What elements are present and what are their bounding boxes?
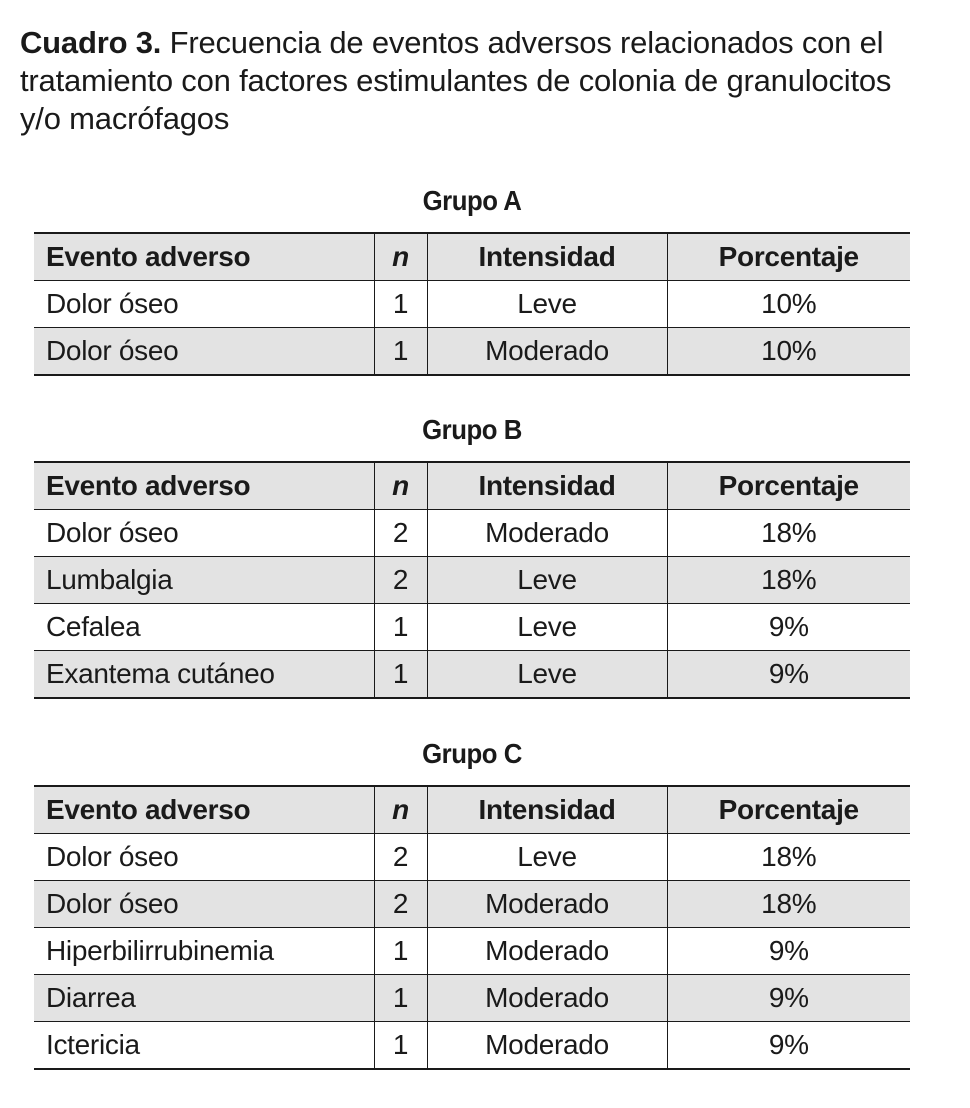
header-porcentaje: Porcentaje <box>667 462 910 510</box>
header-n: n <box>374 462 427 510</box>
cell-evento: Diarrea <box>34 975 374 1022</box>
cell-porcentaje: 9% <box>667 651 910 699</box>
cell-intensidad: Moderado <box>427 975 667 1022</box>
cell-n: 1 <box>374 975 427 1022</box>
header-row <box>34 233 910 281</box>
header-porcentaje: Porcentaje <box>667 233 910 281</box>
cell-intensidad: Moderado <box>427 510 667 557</box>
cell-intensidad: Leve <box>427 651 667 699</box>
cell-evento: Cefalea <box>34 604 374 651</box>
table-row <box>34 834 910 881</box>
table-row <box>34 651 910 699</box>
cell-evento: Dolor óseo <box>34 328 374 376</box>
cell-porcentaje: 10% <box>667 281 910 328</box>
table-row <box>34 510 910 557</box>
cell-evento: Lumbalgia <box>34 557 374 604</box>
cell-evento: Ictericia <box>34 1022 374 1070</box>
cell-n: 1 <box>374 328 427 376</box>
cell-n: 1 <box>374 604 427 651</box>
cell-porcentaje: 18% <box>667 510 910 557</box>
cell-n: 2 <box>374 881 427 928</box>
cell-porcentaje: 9% <box>667 928 910 975</box>
cell-intensidad: Moderado <box>427 328 667 376</box>
cell-porcentaje: 9% <box>667 604 910 651</box>
table-row <box>34 557 910 604</box>
table-caption <box>20 24 940 138</box>
header-intensidad: Intensidad <box>427 786 667 834</box>
header-intensidad: Intensidad <box>427 462 667 510</box>
table-row <box>34 328 910 376</box>
group-a-title: Grupo A <box>422 185 522 216</box>
header-evento: Evento adverso <box>34 786 374 834</box>
cell-n: 1 <box>374 281 427 328</box>
header-porcentaje: Porcentaje <box>667 786 910 834</box>
cell-n: 2 <box>374 834 427 881</box>
header-row <box>34 462 910 510</box>
table-row <box>34 604 910 651</box>
cell-porcentaje: 9% <box>667 975 910 1022</box>
caption-label: Cuadro 3. <box>20 25 162 60</box>
cell-intensidad: Moderado <box>427 881 667 928</box>
table-row <box>34 281 910 328</box>
cell-porcentaje: 9% <box>667 1022 910 1070</box>
group-b-table <box>34 461 910 699</box>
group-c-title: Grupo C <box>422 738 522 769</box>
cell-n: 2 <box>374 510 427 557</box>
table-row <box>34 928 910 975</box>
table-row <box>34 975 910 1022</box>
cell-porcentaje: 18% <box>667 834 910 881</box>
cell-evento: Exantema cutáneo <box>34 651 374 699</box>
cell-intensidad: Moderado <box>427 1022 667 1070</box>
table-row <box>34 881 910 928</box>
header-row <box>34 786 910 834</box>
header-intensidad: Intensidad <box>427 233 667 281</box>
cell-evento: Dolor óseo <box>34 281 374 328</box>
cell-intensidad: Leve <box>427 834 667 881</box>
table-row <box>34 1022 910 1070</box>
caption-text: Frecuencia de eventos adversos relacionados con el tratamiento con factores estimulantes de colonia de granulocitos y/o macrófagos <box>20 25 892 136</box>
group-b-title: Grupo B <box>422 414 522 445</box>
group-a-table <box>34 232 910 376</box>
header-evento: Evento adverso <box>34 462 374 510</box>
cell-evento: Dolor óseo <box>34 510 374 557</box>
cell-n: 1 <box>374 928 427 975</box>
cell-evento: Hiperbilirrubinemia <box>34 928 374 975</box>
cell-evento: Dolor óseo <box>34 834 374 881</box>
cell-porcentaje: 18% <box>667 881 910 928</box>
cell-porcentaje: 18% <box>667 557 910 604</box>
cell-n: 1 <box>374 651 427 699</box>
group-c-table <box>34 785 910 1070</box>
cell-n: 1 <box>374 1022 427 1070</box>
header-n: n <box>374 786 427 834</box>
cell-intensidad: Leve <box>427 557 667 604</box>
cell-intensidad: Leve <box>427 281 667 328</box>
cell-intensidad: Leve <box>427 604 667 651</box>
header-evento: Evento adverso <box>34 233 374 281</box>
cell-porcentaje: 10% <box>667 328 910 376</box>
cell-evento: Dolor óseo <box>34 881 374 928</box>
header-n: n <box>374 233 427 281</box>
cell-n: 2 <box>374 557 427 604</box>
cell-intensidad: Moderado <box>427 928 667 975</box>
